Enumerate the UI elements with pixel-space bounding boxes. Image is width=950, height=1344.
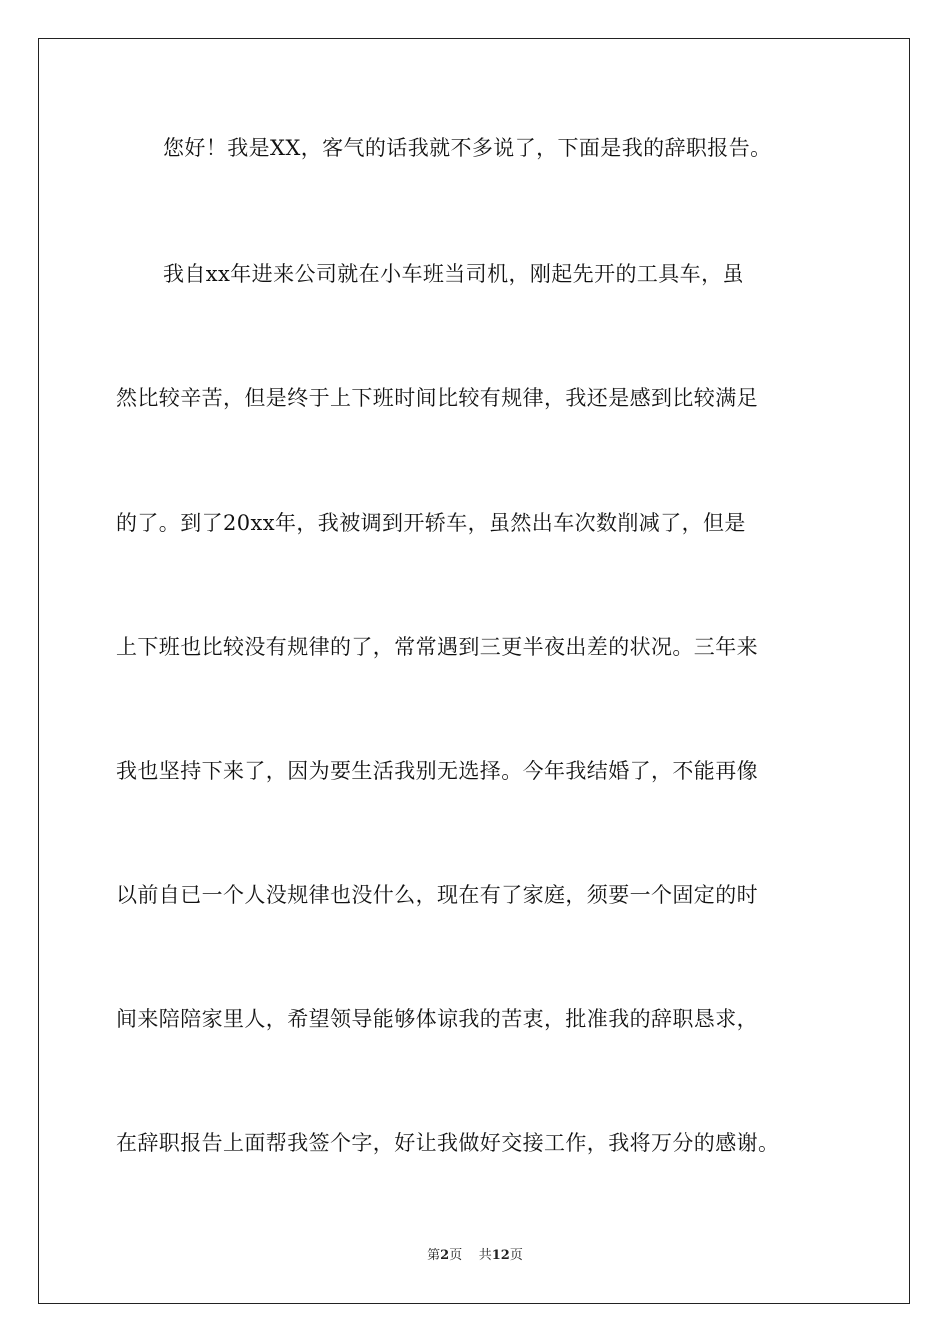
body-line-4: 上下班也比较没有规律的了，常常遇到三更半夜出差的状况。三年来 xyxy=(116,635,758,659)
total-prefix: 共 xyxy=(478,1248,492,1263)
body-line-7: 间来陪陪家里人，希望领导能够体谅我的苦衷，批准我的辞职恳求， xyxy=(116,1007,758,1031)
body-line-8: 在辞职报告上面帮我签个字，好让我做好交接工作，我将万分的感谢。 xyxy=(116,1131,780,1155)
total-page-number: 12 xyxy=(491,1248,510,1263)
body-line-6: 以前自已一个人没规律也没什么，现在有了家庭，须要一个固定的时 xyxy=(116,883,758,907)
page-prefix: 第 xyxy=(427,1248,441,1263)
current-page-number: 2 xyxy=(440,1248,450,1263)
page-border xyxy=(38,38,910,1304)
greeting-line: 您好！我是XX，客气的话我就不多说了，下面是我的辞职报告。 xyxy=(163,136,772,160)
page-footer xyxy=(0,1246,950,1266)
total-suffix: 页 xyxy=(509,1248,523,1263)
body-line-2: 然比较辛苦，但是终于上下班时间比较有规律，我还是感到比较满足 xyxy=(116,386,758,410)
body-line-5: 我也坚持下来了，因为要生活我别无选择。今年我结婚了，不能再像 xyxy=(116,759,758,783)
body-line-3: 的了。到了20xx年，我被调到开轿车，虽然出车次数削减了，但是 xyxy=(116,511,746,535)
page-suffix: 页 xyxy=(449,1248,463,1263)
body-line-1: 我自xx年进来公司就在小车班当司机，刚起先开的工具车，虽 xyxy=(163,262,744,286)
